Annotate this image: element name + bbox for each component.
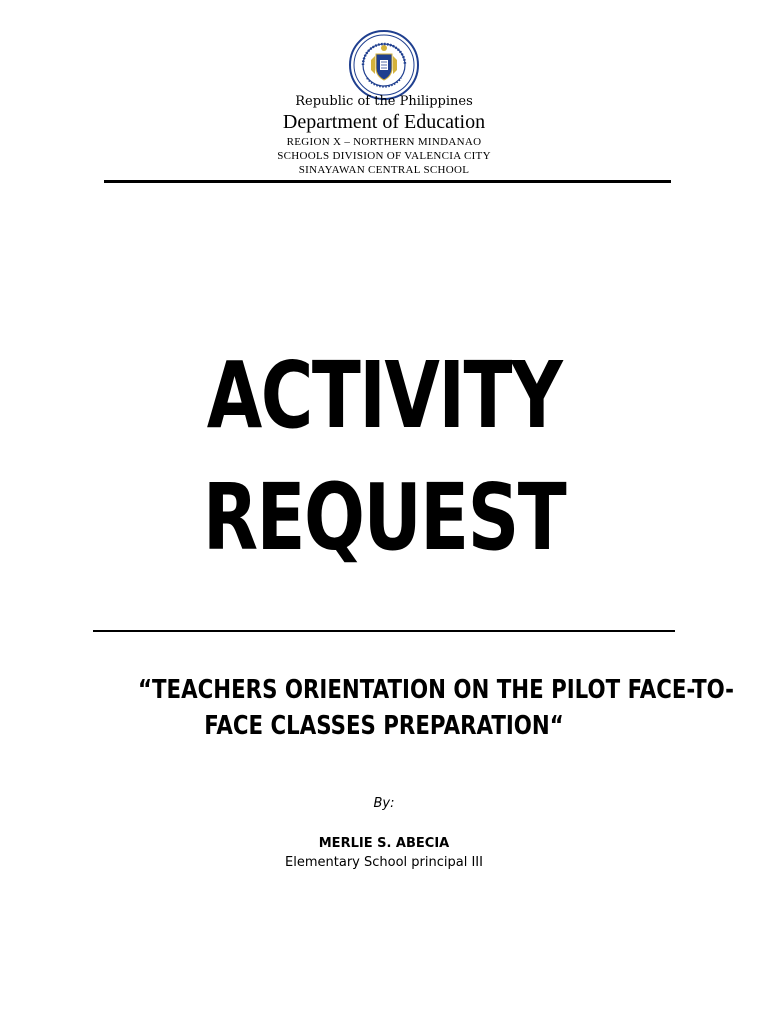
author-name: MERLIE S. ABECIA	[318, 836, 450, 851]
title-divider	[93, 630, 675, 632]
header-divider	[104, 180, 671, 183]
school-line: SINAYAWAN CENTRAL SCHOOL	[298, 164, 470, 176]
title-line-2: REQUEST	[202, 464, 566, 571]
region-line: REGION X – NORTHERN MINDANAO	[286, 136, 482, 148]
division-line: SCHOOLS DIVISION OF VALENCIA CITY	[277, 150, 491, 162]
author-position: Elementary School principal III	[285, 855, 483, 870]
subtitle-line-2: FACE CLASSES PREPARATION“	[204, 711, 564, 741]
activity-subtitle	[84, 672, 735, 744]
title-line-1: ACTIVITY	[206, 342, 562, 449]
by-label: By:	[373, 796, 395, 811]
department-name: Department of Education	[282, 111, 486, 133]
republic-line: Republic of the Philippines	[295, 94, 473, 109]
deped-seal-icon	[349, 30, 419, 100]
subtitle-line-1: “TEACHERS ORIENTATION ON THE PILOT FACE-TO-	[138, 675, 735, 705]
